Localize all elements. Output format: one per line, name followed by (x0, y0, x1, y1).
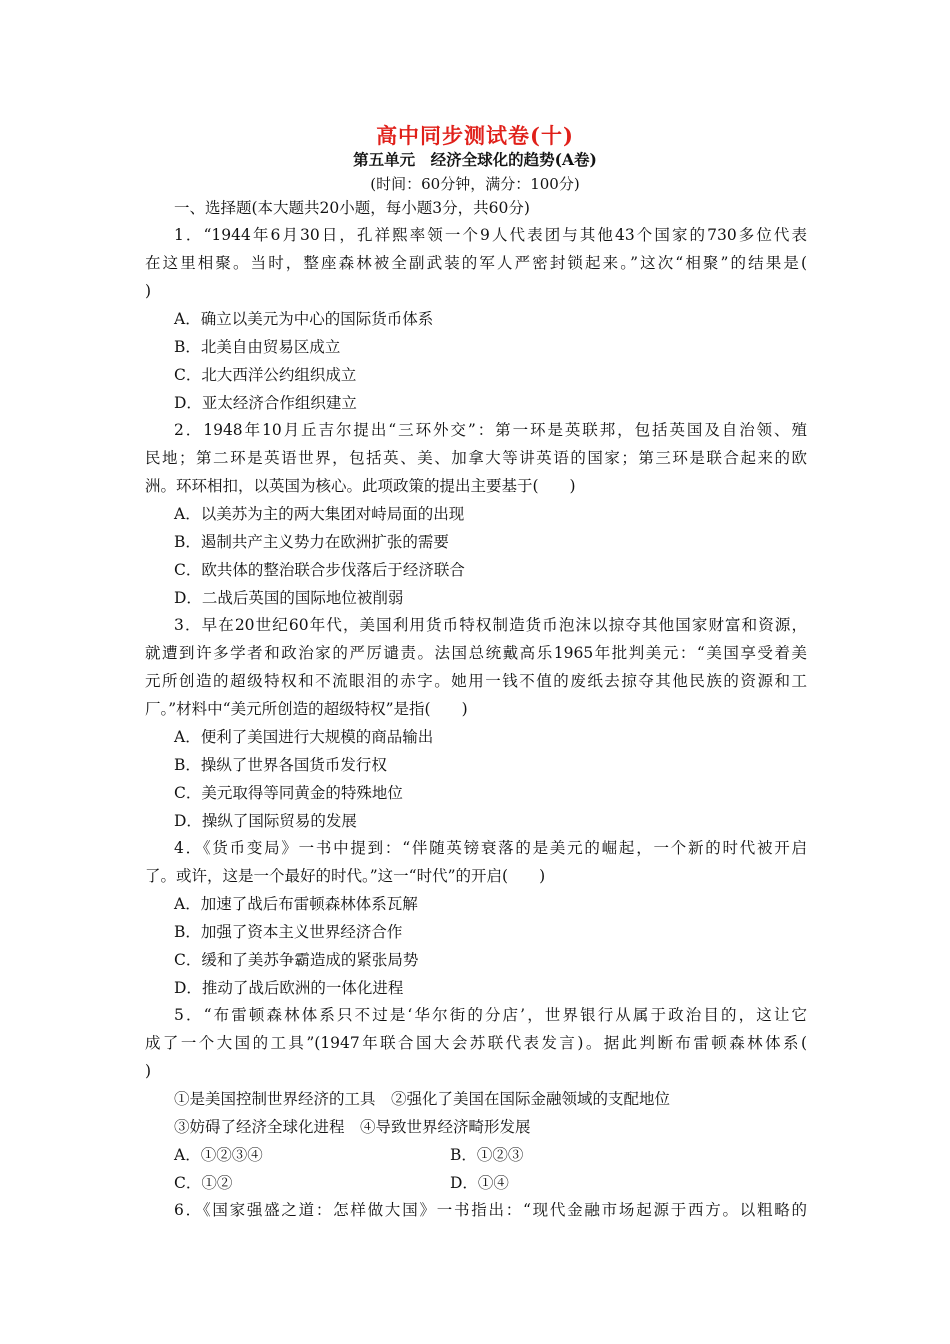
option: A．加速了战后布雷顿森林体系瓦解 (174, 895, 418, 913)
option: A．以美苏为主的两大集团对峙局面的出现 (174, 505, 465, 523)
option: A．确立以美元为中心的国际货币体系 (174, 310, 434, 328)
option: C．美元取得等同黄金的特殊地位 (174, 784, 403, 802)
option: D．①④ (450, 1174, 509, 1192)
question-text: 2．1948年10月丘吉尔提出“三环外交”：第一环是英联邦，包括英国及自治领、殖 (174, 421, 807, 439)
question-text: 在这里相聚。当时，整座森林被全副武装的军人严密封锁起来。”这次“相聚”的结果是( (145, 254, 807, 272)
option: B．北美自由贸易区成立 (174, 338, 341, 356)
question-text: 5．“布雷顿森林体系只不过是‘华尔街的分店’，世界银行从属于政治目的，这让它 (174, 1006, 807, 1024)
question-text: 1．“1944年6月30日，孔祥熙率领一个9人代表团与其他43个国家的730多位代表 (174, 226, 807, 244)
option: D．操纵了国际贸易的发展 (174, 812, 357, 830)
option: C．欧共体的整治联合步伐落后于经济联合 (174, 561, 465, 579)
option: B．操纵了世界各国货币发行权 (174, 756, 387, 774)
option: C．缓和了美苏争霸造成的紧张局势 (174, 951, 419, 969)
question-text: 成了一个大国的工具”(1947年联合国大会苏联代表发言)。据此判断布雷顿森林体系( (145, 1034, 807, 1052)
statement-line: ③妨碍了经济全球化进程 ④导致世界经济畸形发展 (174, 1118, 531, 1136)
question-text: ) (145, 282, 152, 300)
option: B．①②③ (450, 1146, 524, 1164)
question-text: 洲。环环相扣，以英国为核心。此项政策的提出主要基于( ) (145, 477, 576, 495)
question-text: 厂。”材料中“美元所创造的超级特权”是指( ) (145, 700, 468, 718)
unit-title: 第五单元 经济全球化的趋势(A卷) (353, 150, 597, 169)
option: B．加强了资本主义世界经济合作 (174, 923, 403, 941)
question-text: 6．《国家强盛之道：怎样做大国》一书指出：“现代金融市场起源于西方。以粗略的 (174, 1201, 807, 1219)
exam-title: 高中同步测试卷(十) (376, 123, 574, 148)
question-text: 3．早在20世纪60年代，美国利用货币特权制造货币泡沫以掠夺其他国家财富和资源， (174, 616, 807, 634)
option: A．便利了美国进行大规模的商品输出 (174, 728, 434, 746)
option: A．①②③④ (174, 1146, 263, 1164)
option: D．亚太经济合作组织建立 (174, 394, 357, 412)
question-text: 就遭到许多学者和政治家的严厉谴责。法国总统戴高乐1965年批判美元：“美国享受着美 (145, 644, 807, 662)
option: D．二战后英国的国际地位被削弱 (174, 589, 404, 607)
section-heading: 一、选择题(本大题共20小题，每小题3分，共60分) (174, 199, 530, 217)
question-text: 了。或许，这是一个最好的时代。”这一“时代”的开启( ) (145, 867, 546, 885)
question-text: ) (145, 1062, 152, 1080)
option: C．①② (174, 1174, 233, 1192)
statement-line: ①是美国控制世界经济的工具 ②强化了美国在国际金融领域的支配地位 (174, 1090, 671, 1108)
option: C．北大西洋公约组织成立 (174, 366, 357, 384)
question-text: 民地；第二环是英语世界，包括英、美、加拿大等讲英语的国家；第三环是联合起来的欧 (145, 449, 807, 467)
question-text: 元所创造的超级特权和不流眼泪的赤字。她用一钱不值的废纸去掠夺其他民族的资源和工 (145, 672, 807, 690)
question-text: 4．《货币变局》一书中提到：“伴随英镑衰落的是美元的崛起，一个新的时代被开启 (174, 839, 807, 857)
option: B．遏制共产主义势力在欧洲扩张的需要 (174, 533, 449, 551)
exam-meta: (时间：60分钟，满分：100分) (370, 175, 580, 193)
option: D．推动了战后欧洲的一体化进程 (174, 979, 404, 997)
